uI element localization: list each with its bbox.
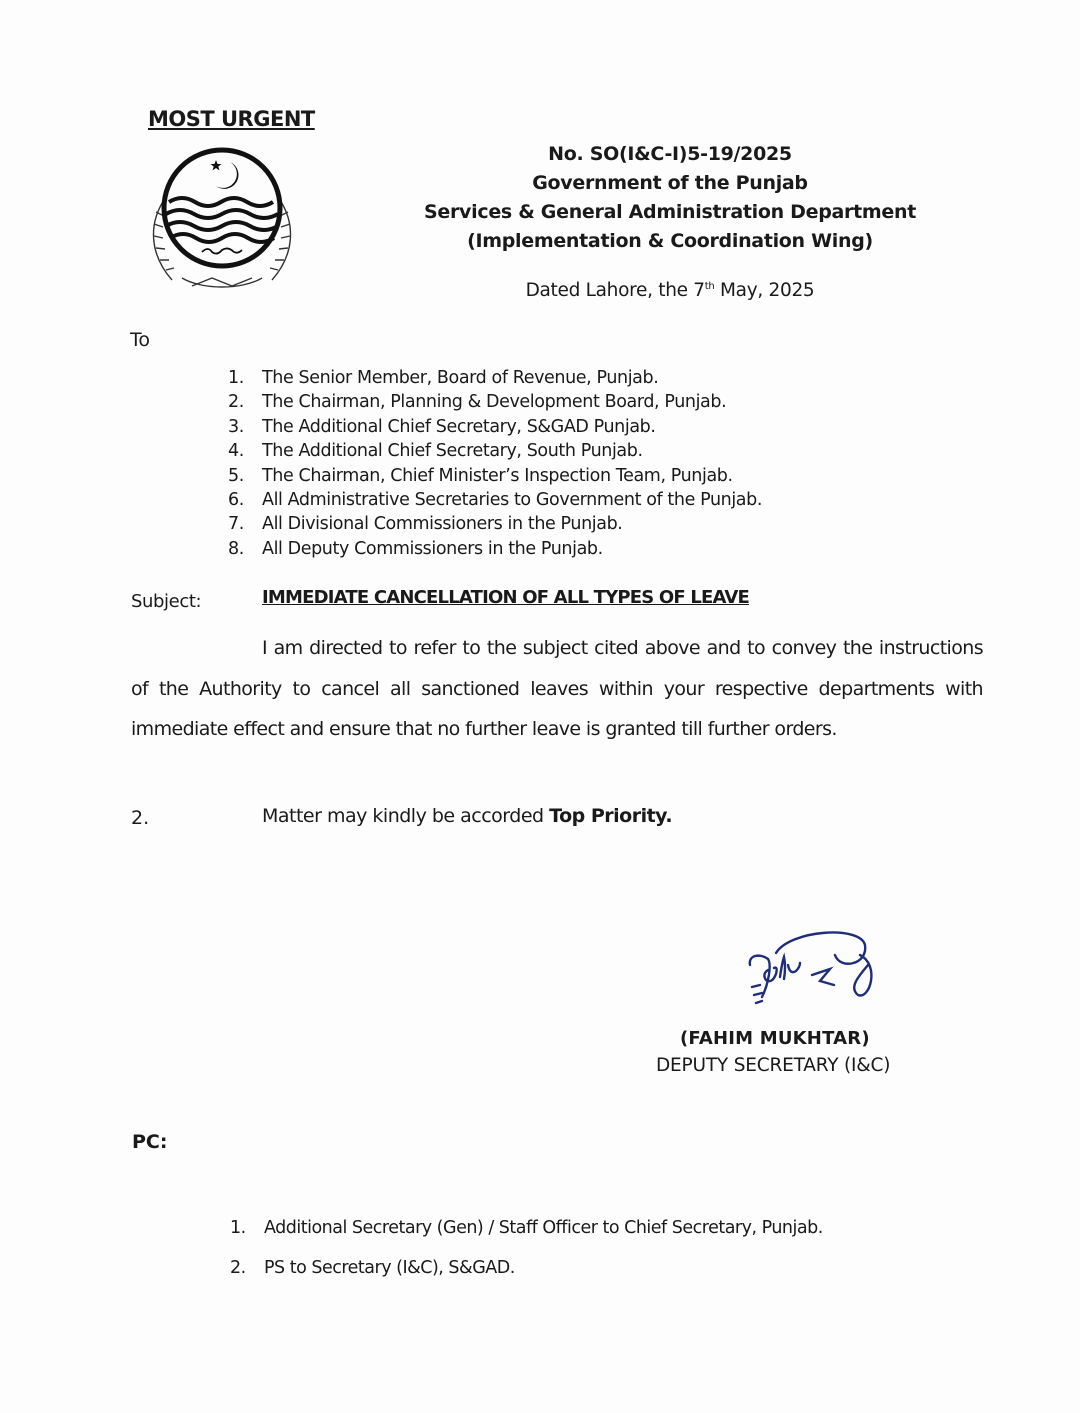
recipient-item <box>228 390 762 414</box>
item-number: 2. <box>228 392 244 413</box>
item-text: The Senior Member, Board of Revenue, Punjab. <box>262 368 659 388</box>
wing-name: (Implementation & Coordination Wing) <box>467 230 873 252</box>
recipient-item <box>228 439 762 463</box>
recipient-item <box>228 537 762 561</box>
item-number: 3. <box>228 416 244 437</box>
copy-item <box>230 1208 823 1248</box>
date-prefix: Dated Lahore, the 7 <box>525 280 705 301</box>
signature-icon <box>740 925 890 1015</box>
item-number: 1. <box>230 1218 246 1238</box>
date-rest: May, 2025 <box>714 280 815 301</box>
item-number: 6. <box>228 490 244 511</box>
item-text: All Deputy Commissioners in the Punjab. <box>262 538 603 559</box>
signatory-name: (FAHIM MUKHTAR) <box>680 1028 870 1049</box>
reference-number: No. SO(I&C-I)5-19/2025 <box>548 143 792 165</box>
item-number: 7. <box>228 514 244 535</box>
subject-text: IMMEDIATE CANCELLATION OF ALL TYPES OF LEAVE <box>262 587 750 608</box>
signatory-title: DEPUTY SECRETARY (I&C) <box>656 1055 891 1076</box>
recipient-item <box>228 415 762 439</box>
item-text: All Administrative Secretaries to Government of the Punjab. <box>262 490 762 511</box>
paragraph-2-text: Matter may kindly be accorded <box>262 805 550 827</box>
item-number: 1. <box>228 368 244 388</box>
date-ordinal: th <box>704 280 715 292</box>
paragraph-2-end: . <box>665 805 673 827</box>
department-name: Services & General Administration Department <box>424 201 916 223</box>
subject-label: Subject: <box>131 591 202 612</box>
item-number: 2. <box>230 1258 246 1278</box>
recipient-item <box>228 488 762 512</box>
item-number: 5. <box>228 465 244 486</box>
to-label: To <box>130 329 151 351</box>
item-text: The Chairman, Chief Minister’s Inspection Team, Punjab. <box>262 465 733 486</box>
government-name: Government of the Punjab <box>532 172 808 194</box>
date-line <box>400 280 940 301</box>
paragraph-2 <box>262 805 672 827</box>
item-text: The Additional Chief Secretary, S&GAD Punjab. <box>262 416 656 437</box>
recipient-item <box>228 512 762 536</box>
punjab-emblem-icon <box>142 140 302 295</box>
priority-label: MOST URGENT <box>148 107 315 131</box>
recipient-list <box>228 366 762 561</box>
item-text: The Additional Chief Secretary, South Punjab. <box>262 441 643 462</box>
item-number: 4. <box>228 441 244 462</box>
body-paragraph: I am directed to refer to the subject cited above and to convey the instructions of the Authority to cancel all sanctioned leaves within your respective departments with immediate effect and ensure that no further leave is granted till further orders. <box>131 637 983 740</box>
pc-label: PC: <box>132 1131 168 1153</box>
item-text: The Chairman, Planning & Development Board, Punjab. <box>262 392 727 413</box>
item-text: All Divisional Commissioners in the Punjab. <box>262 514 623 535</box>
copy-item <box>230 1248 823 1288</box>
item-text: PS to Secretary (I&C), S&GAD. <box>264 1258 515 1278</box>
paragraph-number: 2. <box>131 807 150 829</box>
item-number: 8. <box>228 538 244 559</box>
item-text: Additional Secretary (Gen) / Staff Officer to Chief Secretary, Punjab. <box>264 1218 823 1238</box>
paragraph-2-emphasis: Top Priority <box>549 805 666 827</box>
letterhead <box>400 140 940 256</box>
copy-list <box>230 1208 823 1288</box>
recipient-item <box>228 366 762 390</box>
recipient-item <box>228 464 762 488</box>
